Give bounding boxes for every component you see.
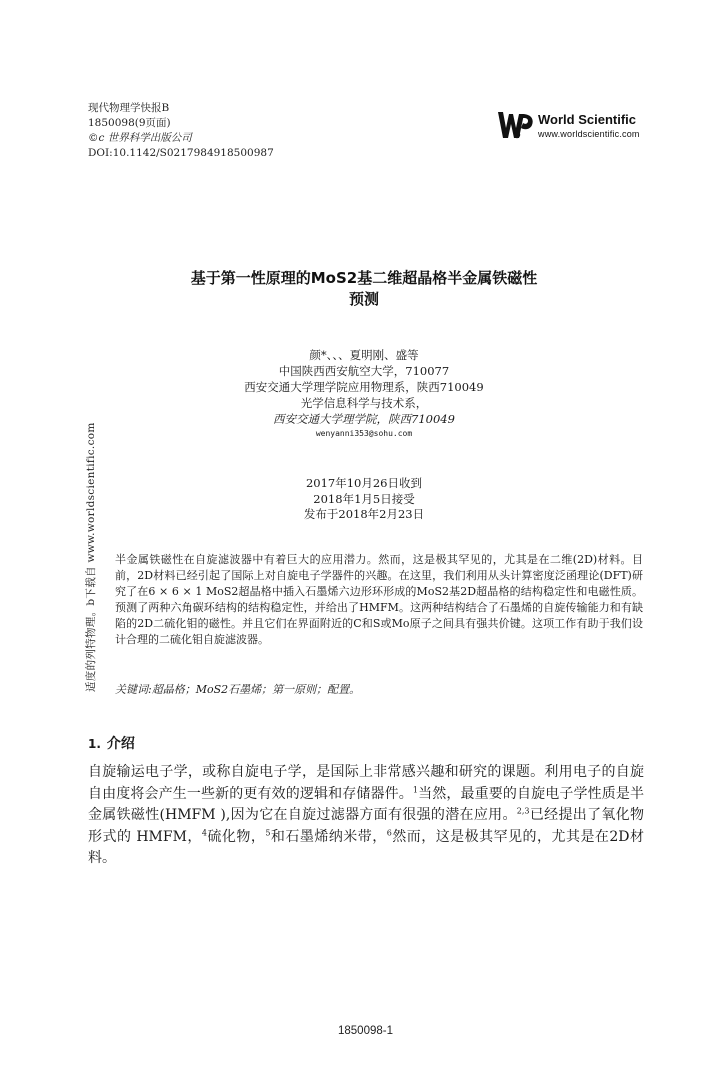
affiliation-1: 中国陕西西安航空大学，710077: [278, 364, 450, 378]
date-received: 2017年10月26日收到: [305, 476, 423, 490]
side-note-text: 适度的列特物理。b下载自 www.worldscientific.com: [85, 422, 97, 692]
copyright-line: ©c 世界科学出版公司: [88, 132, 192, 144]
body-part-4: 硫化物，: [206, 828, 266, 845]
body-part-2: 当然，最重要的自旋电子学性质是半金属铁磁性(HMFM ),因为它在自旋过滤器方面有很强的潜在应用。: [88, 785, 645, 823]
paper-title: [120, 268, 608, 310]
side-download-note: [84, 400, 98, 692]
article-pages: 1850098(9页面): [88, 117, 171, 129]
citation-4[interactable]: 5: [265, 827, 271, 837]
page-footer: 1850098-1: [338, 1025, 393, 1037]
publisher-logo[interactable]: [496, 108, 646, 142]
intro-paragraph: [88, 762, 644, 870]
affiliation-4: 西安交通大学理学院，陕西710049: [273, 412, 455, 426]
title-line-2: 预测: [348, 290, 379, 308]
affiliation-3: 光学信息科学与技术系，: [300, 396, 428, 410]
doi-link[interactable]: DOI:10.1142/S0217984918500987: [88, 147, 274, 159]
logo-url: www.worldscientific.com: [538, 129, 640, 139]
history-dates: [230, 476, 498, 523]
body-part-5: 和石墨烯纳米带，: [270, 828, 387, 845]
citation-3[interactable]: 4: [201, 827, 207, 837]
logo-name: World Scientific: [538, 112, 636, 127]
section-number: 1.: [88, 737, 101, 751]
abstract: 半金属铁磁性在自旋滤波器中有着巨大的应用潜力。然而，这是极其罕见的，尤其是在二维(2D)材料。目前，2D材料已经引起了国际上对自旋电子学器件的兴趣。在这里，我们利用从头计算密度泛函理论(DFT)研究了在6 × 6 × 1 MoS2超晶格中插入石墨烯六边形环形成的MoS2基2D超晶格的结构稳定性和电磁性质。预测了两种六角碳环结构的结构稳定性，并给出了HMFM。这两种结构结合了石墨烯的自旋传输能力和有缺陷的2D二硫化钼的磁性。并且它们在界面附近的C和S或Mo原子之间具有强共价键。这项工作有助于我们设计合理的二硫化钼自旋滤波器。: [115, 553, 643, 646]
body-part-1: 自旋输运电子学，或称自旋电子学，是国际上非常感兴趣和研究的课题。利用电子的自旋自由度将会产生一些新的更有效的逻辑和存储器件。: [88, 764, 644, 802]
journal-header: [88, 101, 274, 161]
author-block: [200, 347, 528, 441]
author-email[interactable]: wenyanni353@sohu.com: [315, 429, 413, 438]
citation-5[interactable]: 6: [386, 827, 392, 837]
date-published: 发布于2018年2月23日: [303, 507, 425, 521]
keywords: 关键词:超晶格；MoS2石墨烯；第一原则；配置。: [115, 683, 361, 696]
body-part-6: 然而，这是极其罕见的，尤其是在2D材料。: [88, 828, 644, 866]
author-names: 颜*、、、夏明刚、盛等: [309, 348, 419, 362]
citation-2[interactable]: 2,3: [516, 806, 530, 816]
journal-name: 现代物理学快报B: [88, 102, 170, 114]
date-accepted: 2018年1月5日接受: [313, 491, 415, 506]
section-title: 介绍: [106, 736, 135, 752]
world-scientific-logo-icon: [496, 108, 536, 142]
section-heading: [88, 733, 135, 753]
body-part-3: 已经提出了氧化物形式的 HMFM，: [88, 807, 644, 845]
title-line-1: 基于第一性原理的MoS2基二维超晶格半金属铁磁性: [190, 269, 538, 287]
affiliation-2: 西安交通大学理学院应用物理系，陕西710049: [244, 380, 484, 394]
citation-1[interactable]: 1: [412, 784, 418, 794]
